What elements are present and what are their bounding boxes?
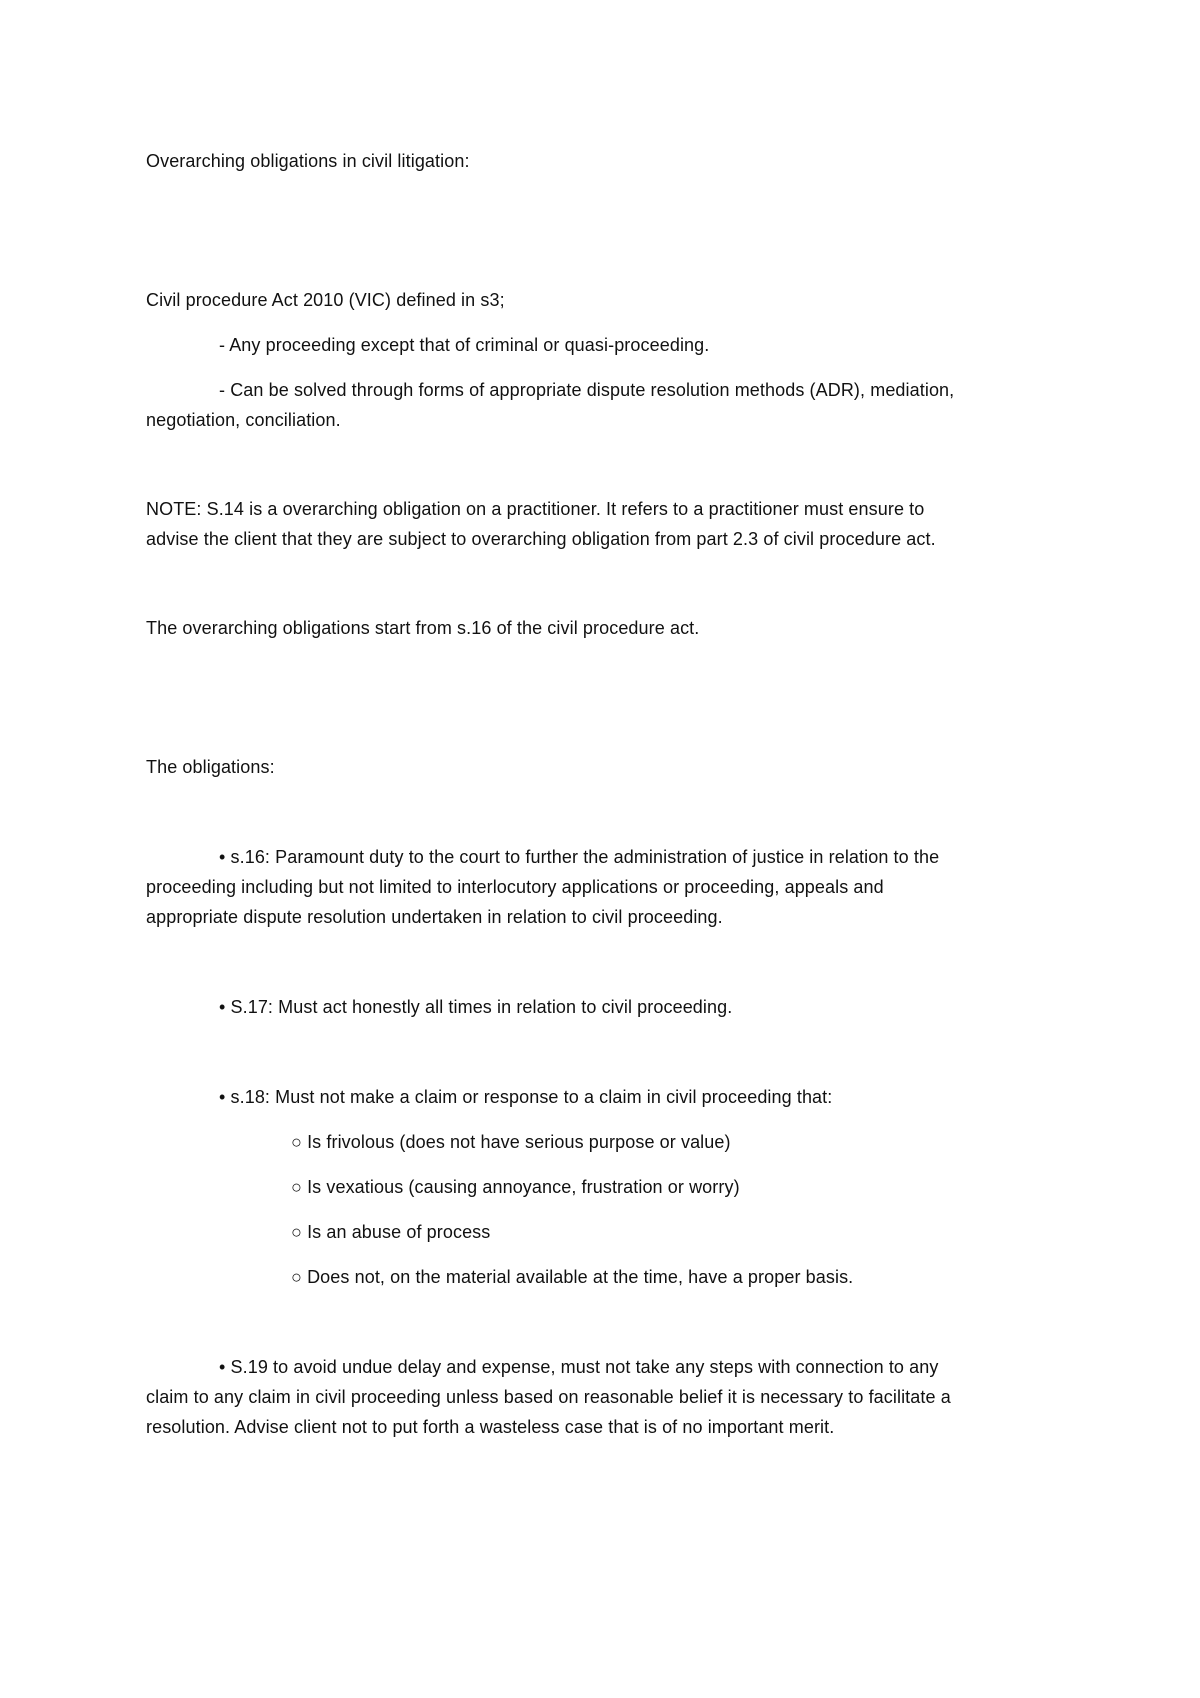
obligation-s18-subitem-4: ○ Does not, on the material available at the time, have a proper basis. xyxy=(291,1267,854,1287)
obligation-s19-line-2: claim to any claim in civil proceeding unless based on reasonable belief it is necessary to facilitate a xyxy=(146,1387,951,1407)
obligation-s16-line-3: appropriate dispute resolution undertaken in relation to civil proceeding. xyxy=(146,907,723,927)
obligation-s18-line-1: • s.18: Must not make a claim or response to a claim in civil proceeding that: xyxy=(219,1087,833,1107)
obligation-s16-line-2: proceeding including but not limited to interlocutory applications or proceeding, appeals and xyxy=(146,877,884,897)
definition-item-2-continuation: negotiation, conciliation. xyxy=(146,410,341,430)
obligation-s16-line-1: • s.16: Paramount duty to the court to further the administration of justice in relation to the xyxy=(219,847,940,867)
obligations-heading: The obligations: xyxy=(146,757,275,777)
start-statement: The overarching obligations start from s.16 of the civil procedure act. xyxy=(146,618,700,638)
obligation-s18-subitem-3: ○ Is an abuse of process xyxy=(291,1222,491,1242)
note-line-2: advise the client that they are subject to overarching obligation from part 2.3 of civil procedure act. xyxy=(146,529,936,549)
obligation-s18-subitem-2: ○ Is vexatious (causing annoyance, frustration or worry) xyxy=(291,1177,740,1197)
obligation-s17-line-1: • S.17: Must act honestly all times in relation to civil proceeding. xyxy=(219,997,733,1017)
note-line-1: NOTE: S.14 is a overarching obligation on a practitioner. It refers to a practitioner must ensure to xyxy=(146,499,925,519)
definition-item-1: - Any proceeding except that of criminal or quasi-proceeding. xyxy=(219,335,710,355)
obligation-s18-subitem-1: ○ Is frivolous (does not have serious purpose or value) xyxy=(291,1132,731,1152)
definition-heading: Civil procedure Act 2010 (VIC) defined in s3; xyxy=(146,290,505,310)
definition-item-2: - Can be solved through forms of appropriate dispute resolution methods (ADR), mediation, xyxy=(219,380,955,400)
obligation-s19-line-1: • S.19 to avoid undue delay and expense, must not take any steps with connection to any xyxy=(219,1357,939,1377)
document-title: Overarching obligations in civil litigation: xyxy=(146,151,470,171)
obligation-s19-line-3: resolution. Advise client not to put forth a wasteless case that is of no important merit. xyxy=(146,1417,835,1437)
